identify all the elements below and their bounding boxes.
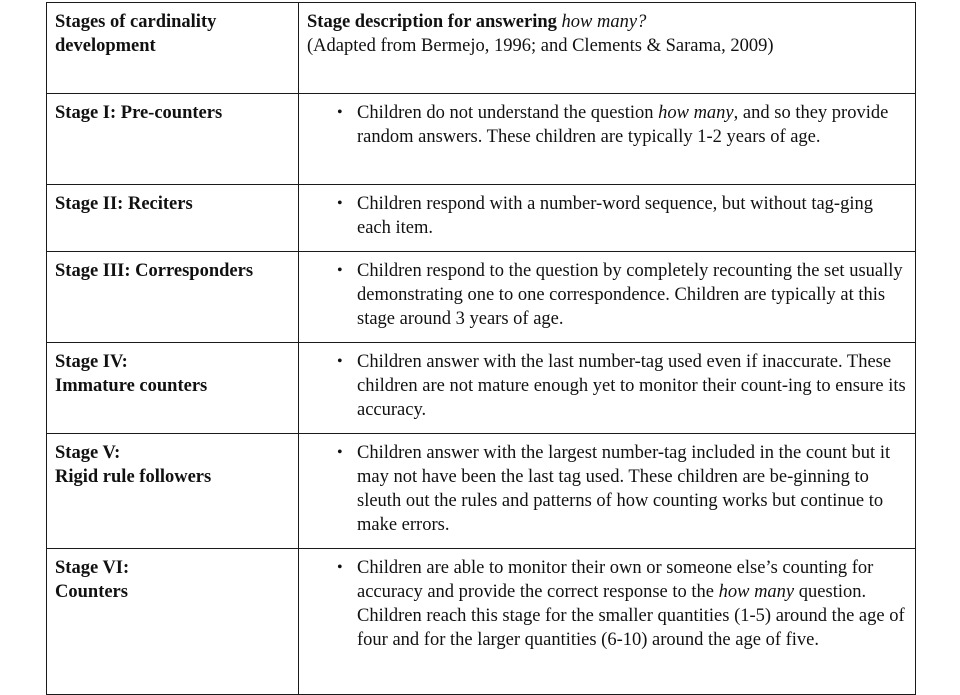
header-description-title: [307, 10, 907, 34]
description-cell: [299, 549, 916, 695]
table-row: [47, 434, 916, 549]
stage-description: [357, 556, 907, 652]
stage-name-line1: Stage V:: [55, 443, 121, 463]
description-cell: [299, 94, 916, 185]
header-stage-line2: development: [55, 36, 156, 56]
header-description-source: (Adapted from Bermejo, 1996; and Clements & Sarama, 2009): [307, 36, 774, 56]
table-row: [47, 185, 916, 252]
description-cell: [299, 343, 916, 434]
description-text: question. Children reach this stage for the smaller quantities (1-5) around the age of four and for the larger quantities (6-10) around the age of five.: [357, 582, 905, 650]
stage-description: [357, 101, 907, 149]
bullet-icon: •: [337, 353, 343, 370]
stage-cell: [47, 343, 299, 434]
stage-name-line1: Stage IV:: [55, 352, 128, 372]
stage-name-line2: Rigid rule followers: [55, 467, 212, 487]
bullet-icon: •: [337, 262, 343, 279]
bullet-icon: •: [337, 104, 343, 121]
table-row: [47, 549, 916, 695]
table-row: [47, 94, 916, 185]
description-cell: [299, 185, 916, 252]
stage-name-line1: Stage III: Corresponders: [55, 261, 254, 281]
header-description-italic: how many?: [561, 12, 647, 32]
table-header-row: [47, 3, 916, 94]
description-text: , and so they provide random answers. These children are typically 1-2 years of age.: [357, 103, 889, 147]
table-row: [47, 343, 916, 434]
description-text: Children do not understand the question: [357, 103, 659, 123]
stage-description: [357, 259, 907, 331]
description-cell: [299, 434, 916, 549]
stage-description: [357, 192, 907, 240]
header-description-cell: [299, 3, 916, 94]
table-row: [47, 252, 916, 343]
header-stage-line1: Stages of cardinality: [55, 12, 217, 32]
stage-description: [357, 441, 907, 537]
description-text: Children are able to monitor their own or someone else’s counting for accuracy and provide the correct response to the: [357, 558, 874, 602]
header-description-prefix: Stage description for answering: [307, 12, 562, 32]
bullet-icon: •: [337, 559, 343, 576]
bullet-icon: •: [337, 195, 343, 212]
stage-name-line2: Immature counters: [55, 376, 208, 396]
stage-description: [357, 350, 907, 422]
stage-cell: [47, 549, 299, 695]
stage-name-line1: Stage VI:: [55, 558, 130, 578]
stage-name-line1: Stage II: Reciters: [55, 194, 193, 214]
description-text: Children answer with the largest number-tag included in the count but it may not have been the last tag used. These children are be-ginning to sleuth out the rules and patterns of how counting works but continue to make errors.: [357, 443, 891, 535]
description-text: Children respond with a number-word sequence, but without tag-ging each item.: [357, 194, 873, 238]
description-cell: [299, 252, 916, 343]
description-emphasis: how many: [718, 582, 795, 602]
header-stage-cell: [47, 3, 299, 94]
description-text: Children respond to the question by completely recounting the set usually demonstrating one to one correspondence. Children are typically at this stage around 3 years of age.: [357, 261, 903, 329]
description-emphasis: how many: [658, 103, 734, 123]
cardinality-stages-table: [46, 2, 916, 695]
stage-cell: [47, 94, 299, 185]
stage-cell: [47, 185, 299, 252]
description-text: Children answer with the last number-tag used even if inaccurate. These children are not mature enough yet to monitor their count-ing to ensure its accuracy.: [357, 352, 906, 420]
stage-name-line1: Stage I: Pre-counters: [55, 103, 223, 123]
stage-name-line2: Counters: [55, 582, 128, 602]
bullet-icon: •: [337, 444, 343, 461]
stage-cell: [47, 434, 299, 549]
stage-cell: [47, 252, 299, 343]
